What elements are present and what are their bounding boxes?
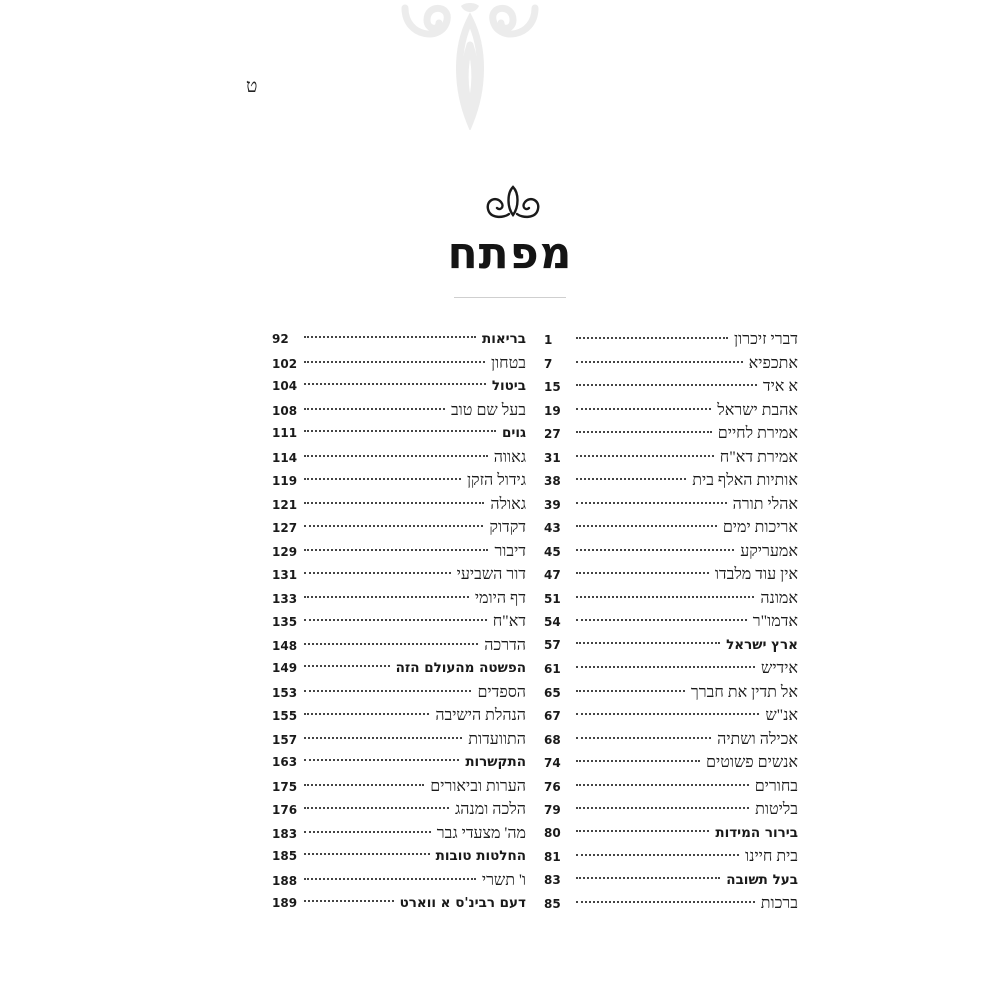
toc-entry xyxy=(272,516,526,540)
toc-entry xyxy=(544,563,798,587)
toc-entry-title: ברכות xyxy=(760,895,798,912)
toc-entry-title: אדמו"ר xyxy=(752,613,798,630)
dot-leader xyxy=(576,384,757,386)
toc-entry xyxy=(272,587,526,611)
toc-entry-title: דף היומי xyxy=(474,589,526,607)
dot-leader xyxy=(304,430,496,432)
toc-entry-title: ו' תשרי xyxy=(481,871,526,889)
toc-entry-title: אמירת לחיים xyxy=(717,425,798,442)
toc-entry-page: 155 xyxy=(272,709,298,723)
toc-entry xyxy=(272,328,526,352)
toc-entry-title: אין עוד מלבדו xyxy=(714,566,798,583)
toc-entry-page: 129 xyxy=(272,544,298,559)
toc-entry-title: אנ"ש xyxy=(765,707,798,724)
toc-entry xyxy=(272,399,526,423)
toc-entry-title: א איד xyxy=(762,378,798,395)
dot-leader xyxy=(304,853,430,855)
dot-leader xyxy=(576,361,743,363)
toc-entry-page: 38 xyxy=(544,474,561,488)
toc-entry-page: 121 xyxy=(272,497,298,512)
dot-leader xyxy=(576,455,714,457)
toc-entry-page: 104 xyxy=(272,379,298,393)
toc-entry-title: בליטות xyxy=(755,801,798,818)
toc-entry-page: 135 xyxy=(272,615,298,629)
toc-entry-title: גאולה xyxy=(490,495,526,513)
toc-entry xyxy=(544,892,798,916)
toc-entry-title: אל תדין את חברך xyxy=(690,683,798,701)
toc-entry-page: 51 xyxy=(544,591,561,606)
toc-entry-title: בעל תשובה xyxy=(726,871,798,888)
toc-entry xyxy=(544,610,798,634)
toc-entry-page: 119 xyxy=(272,474,298,488)
toc-entry xyxy=(544,328,798,352)
toc-entry-title: בריאות xyxy=(481,331,526,347)
toc-entry-title: בית חיינו xyxy=(745,848,798,865)
toc-entry xyxy=(272,681,526,705)
title-divider xyxy=(454,297,566,298)
toc-entry xyxy=(272,422,526,446)
dot-leader xyxy=(304,831,431,833)
toc-entry xyxy=(272,845,526,869)
dot-leader xyxy=(304,619,487,621)
dot-leader xyxy=(304,643,478,645)
toc-entry-title: החלטות טובות xyxy=(435,848,526,864)
toc-entry-page: 27 xyxy=(544,427,561,441)
toc-entry-page: 131 xyxy=(272,568,298,582)
toc-entry-page: 149 xyxy=(272,661,298,675)
toc-entry-page: 15 xyxy=(544,380,561,394)
toc-entry xyxy=(544,775,798,799)
toc-entry xyxy=(544,587,798,611)
dot-leader xyxy=(304,900,394,902)
dot-leader xyxy=(576,478,686,480)
toc-entry-page: 114 xyxy=(272,450,298,465)
toc-entry xyxy=(544,798,798,822)
toc-entry-page: 7 xyxy=(544,356,553,371)
toc-entry-page: 61 xyxy=(544,662,561,676)
toc-entry-title: אנשים פשוטים xyxy=(706,754,798,771)
toc-entry xyxy=(544,845,798,869)
dot-leader xyxy=(304,525,483,527)
toc-entry xyxy=(272,704,526,728)
dot-leader xyxy=(304,596,469,598)
dot-leader xyxy=(304,737,462,739)
toc-entry xyxy=(272,563,526,587)
toc-entry-page: 79 xyxy=(544,803,561,817)
toc-entry xyxy=(544,446,798,470)
toc-entry-page: 188 xyxy=(272,873,298,888)
toc-entry-page: 81 xyxy=(544,850,561,864)
toc-entry-page: 108 xyxy=(272,403,298,418)
toc-entry-title: בירור המידות xyxy=(715,824,798,841)
toc-entry xyxy=(544,399,798,423)
toc-entry-page: 189 xyxy=(272,896,298,910)
dot-leader xyxy=(576,713,759,715)
swirl-ornament-icon xyxy=(395,0,545,130)
dot-leader xyxy=(576,525,717,527)
toc-entry-title: אריכות ימים xyxy=(722,519,798,536)
dot-leader xyxy=(304,784,424,786)
toc-entry-title: אתכפיא xyxy=(748,354,798,372)
dot-leader xyxy=(576,619,747,621)
toc-entry-title: התקשרות xyxy=(465,754,526,770)
dot-leader xyxy=(576,830,709,832)
toc-entry xyxy=(272,822,526,846)
toc-entry-page: 47 xyxy=(544,568,561,582)
dot-leader xyxy=(304,807,449,809)
toc-entry xyxy=(272,657,526,681)
toc-entry-page: 68 xyxy=(544,732,561,747)
dot-leader xyxy=(576,784,749,786)
toc-entry xyxy=(544,751,798,775)
dot-leader xyxy=(304,572,451,574)
toc-entry xyxy=(272,446,526,470)
toc-entry-title: גאווה xyxy=(493,448,526,466)
dot-leader xyxy=(304,361,485,363)
toc-entry-page: 148 xyxy=(272,638,298,653)
toc-entry xyxy=(544,704,798,728)
toc-entry-page: 74 xyxy=(544,756,561,770)
dot-leader xyxy=(576,596,754,598)
toc-entry-page: 1 xyxy=(544,333,553,347)
dot-leader xyxy=(304,502,484,504)
dot-leader xyxy=(576,901,755,903)
dot-leader xyxy=(576,337,728,339)
toc-entry xyxy=(272,892,526,916)
toc-entry-page: 67 xyxy=(544,709,561,723)
toc-entry-page: 175 xyxy=(272,779,298,794)
toc-entry-title: דיבור xyxy=(494,542,526,560)
dot-leader xyxy=(304,759,459,761)
toc-entry-title: בעל שם טוב xyxy=(450,401,526,419)
toc-entry-page: 31 xyxy=(544,450,561,465)
toc-entry xyxy=(272,869,526,893)
toc-entry-title: הלכה ומנהג xyxy=(455,801,526,818)
toc-entry xyxy=(544,469,798,493)
toc-entry xyxy=(272,751,526,775)
toc-entry-page: 54 xyxy=(544,615,561,629)
toc-entry-title: דקדוק xyxy=(489,519,526,536)
toc-entry xyxy=(272,375,526,399)
dot-leader xyxy=(576,666,755,668)
toc-entry-title: אמונה xyxy=(760,589,798,607)
toc-entry-page: 57 xyxy=(544,637,561,652)
toc-entry-title: הערות וביאורים xyxy=(430,777,526,795)
toc-entry-title: ארץ ישראל xyxy=(726,636,798,653)
toc-entry xyxy=(544,375,798,399)
dot-leader xyxy=(576,854,739,856)
dot-leader xyxy=(576,760,700,762)
toc-entry-page: 19 xyxy=(544,403,561,418)
toc-entry xyxy=(544,869,798,893)
toc-column-right xyxy=(544,328,798,916)
toc-entry-page: 76 xyxy=(544,779,561,794)
toc-entry-title: הדרכה xyxy=(484,636,526,654)
dot-leader xyxy=(576,572,709,574)
dot-leader xyxy=(576,642,720,644)
toc-entry xyxy=(544,516,798,540)
toc-entry-title: גידול הזקן xyxy=(466,472,526,489)
page-number: ט xyxy=(246,76,258,97)
toc-entry-title: דא"ח xyxy=(492,613,526,630)
dot-leader xyxy=(304,690,471,692)
dot-leader xyxy=(576,877,720,879)
toc-entry xyxy=(272,610,526,634)
toc-entry-title: אמעריקע xyxy=(740,542,798,560)
toc-entry-page: 43 xyxy=(544,521,561,535)
scroll-flourish-icon xyxy=(482,183,544,221)
toc-entry-page: 111 xyxy=(272,426,298,440)
dot-leader xyxy=(576,807,749,809)
toc-entry-page: 183 xyxy=(272,826,298,841)
page-title: מפתח xyxy=(447,228,573,279)
toc-column-left xyxy=(272,328,526,916)
toc-entry-title: הספדים xyxy=(477,683,526,701)
dot-leader xyxy=(576,549,734,551)
toc-entry-title: מה' מצעדי גבר xyxy=(436,824,526,842)
toc-entry xyxy=(544,634,798,658)
toc-entry-page: 45 xyxy=(544,544,561,559)
dot-leader xyxy=(304,665,390,667)
dot-leader xyxy=(576,431,712,433)
dot-leader xyxy=(576,690,685,692)
dot-leader xyxy=(576,737,711,739)
toc-entry-page: 153 xyxy=(272,685,298,700)
toc-entry xyxy=(544,681,798,705)
toc-entry-page: 133 xyxy=(272,591,298,606)
toc-entry-page: 92 xyxy=(272,332,289,346)
toc-entry xyxy=(544,540,798,564)
toc-entry xyxy=(544,657,798,681)
toc-entry-title: אהבת ישראל xyxy=(717,401,798,419)
toc-entry xyxy=(272,469,526,493)
toc-entry-page: 127 xyxy=(272,521,298,535)
toc-entry xyxy=(272,798,526,822)
toc-entry-title: אידיש xyxy=(760,660,798,677)
dot-leader xyxy=(304,455,488,457)
toc-entry-page: 185 xyxy=(272,849,298,863)
dot-leader xyxy=(304,549,488,551)
toc-entry-title: אכילה ושתיה xyxy=(717,730,798,748)
toc-entry-page: 39 xyxy=(544,497,561,512)
toc-entry-page: 65 xyxy=(544,685,561,700)
toc-entry-page: 80 xyxy=(544,825,561,840)
toc-entry-title: אמירת דא"ח xyxy=(719,448,798,466)
dot-leader xyxy=(304,478,461,480)
toc-entry xyxy=(544,822,798,846)
toc-entry-title: התוועדות xyxy=(468,730,526,748)
toc-entry xyxy=(272,775,526,799)
toc-entry-title: הפשטה מהעולם הזה xyxy=(395,660,526,676)
toc-entry xyxy=(544,493,798,517)
dot-leader xyxy=(304,713,429,715)
dot-leader xyxy=(304,336,476,338)
toc-entry xyxy=(272,540,526,564)
toc-entry-title: דברי זיכרון xyxy=(734,331,798,348)
toc-entry-title: אותיות האלף בית xyxy=(692,472,798,489)
dot-leader xyxy=(576,502,727,504)
toc-entry-page: 83 xyxy=(544,872,561,887)
toc-entry-title: בטחון xyxy=(490,354,526,372)
toc-entry xyxy=(272,493,526,517)
toc-entry-title: גוים xyxy=(501,425,526,441)
toc-entry xyxy=(272,352,526,376)
dot-leader xyxy=(304,408,445,410)
toc-entry xyxy=(544,728,798,752)
toc-entry-title: דור השביעי xyxy=(456,566,526,583)
toc-entry-page: 157 xyxy=(272,732,298,747)
toc-entry-page: 102 xyxy=(272,356,298,371)
toc-entry-title: אהלי תורה xyxy=(732,495,798,513)
toc-entry xyxy=(272,728,526,752)
toc-entry-title: ביטול xyxy=(491,378,526,394)
toc-entry-title: בחורים xyxy=(754,777,798,795)
dot-leader xyxy=(576,408,711,410)
toc-entry xyxy=(544,422,798,446)
dot-leader xyxy=(304,383,486,385)
toc-entry-title: דעם רבינ'ס א ווארט xyxy=(399,895,526,911)
toc-entry-page: 163 xyxy=(272,755,298,769)
toc-entry xyxy=(272,634,526,658)
toc-entry xyxy=(544,352,798,376)
toc-entry-page: 176 xyxy=(272,803,298,817)
toc-entry-page: 85 xyxy=(544,897,561,911)
dot-leader xyxy=(304,878,476,880)
toc-entry-title: הנהלת הישיבה xyxy=(435,707,526,724)
